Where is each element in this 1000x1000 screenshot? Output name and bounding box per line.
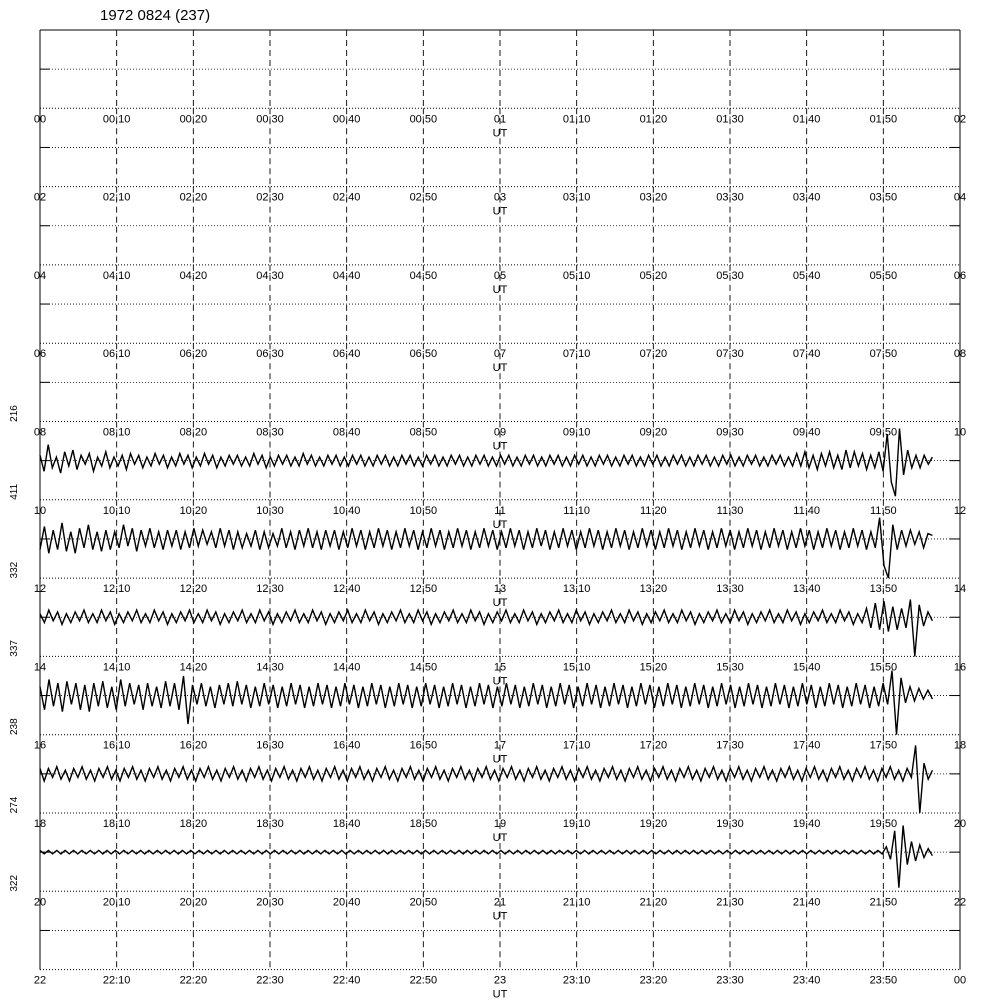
tick-label: 10:30 — [256, 504, 284, 517]
tick-label: 17:10 — [562, 739, 591, 752]
tick-label: 01:40 — [792, 113, 821, 126]
tick-label: 14 — [953, 583, 967, 596]
x-unit-label: UT — [492, 205, 508, 218]
trace-rows — [9, 30, 966, 1000]
row-side-label: 332 — [9, 561, 20, 579]
tick-label: 04:40 — [332, 269, 361, 282]
tick-label: 05 — [493, 269, 507, 282]
tick-label: 15 — [493, 661, 507, 674]
tick-label: 22:40 — [332, 974, 361, 987]
x-unit-label: UT — [492, 518, 508, 531]
tick-label: 09:10 — [562, 426, 591, 439]
tick-label: 21:40 — [792, 896, 821, 909]
tick-label: 19:50 — [869, 818, 898, 830]
tick-label: 15:20 — [639, 661, 668, 674]
tick-label: 02:30 — [256, 191, 284, 204]
tick-label: 09:40 — [792, 426, 821, 439]
tick-label: 00:10 — [102, 113, 131, 126]
x-unit-label: UT — [492, 910, 508, 923]
tick-label: 13:20 — [639, 583, 668, 596]
tick-label: 13 — [493, 583, 507, 596]
seismic-trace — [40, 826, 932, 888]
tick-label: 14:30 — [256, 661, 284, 674]
tick-label: 10 — [33, 504, 47, 517]
tick-label: 13:10 — [562, 583, 591, 596]
row-side-label: 337 — [9, 640, 20, 657]
tick-label: 13:40 — [792, 583, 821, 596]
tick-label: 23:30 — [716, 974, 744, 987]
tick-label: 20:10 — [102, 896, 131, 909]
tick-label: 01 — [493, 113, 507, 126]
row-side-label: 238 — [9, 718, 20, 736]
tick-label: 16:30 — [256, 739, 284, 752]
tick-label: 06:10 — [102, 348, 131, 361]
tick-label: 08:30 — [256, 426, 284, 439]
tick-label: 02:40 — [332, 191, 361, 204]
tick-label: 21 — [493, 896, 507, 909]
tick-label: 23:50 — [869, 974, 898, 987]
tick-label: 05:10 — [562, 269, 591, 282]
tick-label: 11 — [494, 504, 506, 517]
tick-label: 14:50 — [409, 661, 438, 674]
tick-label: 07 — [493, 348, 507, 361]
tick-label: 01:50 — [869, 113, 898, 126]
tick-label: 21:30 — [716, 896, 744, 909]
tick-label: 14:40 — [332, 661, 361, 674]
tick-label: 18:10 — [102, 818, 131, 830]
tick-label: 03:10 — [562, 191, 591, 204]
tick-label: 18 — [953, 739, 967, 752]
tick-label: 14:10 — [102, 661, 131, 674]
tick-label: 04:20 — [179, 269, 208, 282]
row-side-label: 411 — [9, 483, 20, 500]
tick-label: 15:30 — [716, 661, 744, 674]
tick-label: 16:20 — [179, 739, 208, 752]
tick-label: 18:50 — [409, 818, 438, 830]
tick-label: 04 — [953, 191, 967, 204]
tick-label: 23:40 — [792, 974, 821, 987]
tick-label: 17:50 — [869, 739, 898, 752]
tick-label: 01:10 — [562, 113, 591, 126]
seismic-trace — [40, 518, 932, 579]
tick-label: 07:30 — [716, 348, 744, 361]
tick-label: 12:50 — [409, 583, 438, 596]
x-unit-label: UT — [492, 597, 508, 610]
tick-label: 12 — [33, 583, 47, 596]
tick-label: 13:30 — [716, 583, 744, 596]
tick-label: 10:50 — [409, 504, 438, 517]
tick-label: 17:20 — [639, 739, 668, 752]
tick-label: 19 — [493, 818, 507, 830]
tick-label: 03:20 — [639, 191, 668, 204]
tick-label: 06:30 — [256, 348, 284, 361]
tick-label: 03:40 — [792, 191, 821, 204]
tick-label: 03 — [493, 191, 507, 204]
tick-label: 04:10 — [102, 269, 131, 282]
x-unit-label: UT — [492, 753, 508, 766]
tick-label: 12:10 — [102, 583, 131, 596]
tick-label: 16:50 — [409, 739, 438, 752]
tick-label: 22 — [953, 896, 967, 909]
tick-label: 10:10 — [102, 504, 131, 517]
tick-label: 00:20 — [179, 113, 208, 126]
tick-label: 11:50 — [869, 504, 897, 517]
x-unit-label: UT — [492, 127, 508, 140]
tick-label: 16 — [953, 661, 967, 674]
tick-label: 17:30 — [716, 739, 744, 752]
tick-label: 01:20 — [639, 113, 668, 126]
tick-label: 12 — [953, 504, 967, 517]
seismic-trace — [40, 671, 932, 735]
tick-label: 07:40 — [792, 348, 821, 361]
tick-label: 11:20 — [639, 504, 667, 517]
tick-label: 05:20 — [639, 269, 668, 282]
tick-label: 12:20 — [179, 583, 208, 596]
x-unit-label: UT — [492, 675, 508, 688]
tick-label: 19:20 — [639, 818, 668, 830]
tick-label: 08:20 — [179, 426, 208, 439]
tick-label: 22 — [33, 974, 47, 987]
tick-label: 04:50 — [409, 269, 438, 282]
tick-label: 00:30 — [256, 113, 284, 126]
tick-label: 02:20 — [179, 191, 208, 204]
tick-label: 18:40 — [332, 818, 361, 830]
tick-label: 16:40 — [332, 739, 361, 752]
tick-label: 12:30 — [256, 583, 284, 596]
tick-label: 20:20 — [179, 896, 208, 909]
tick-label: 00 — [33, 113, 47, 126]
tick-label: 08:50 — [409, 426, 438, 439]
tick-label: 14:20 — [179, 661, 208, 674]
tick-label: 08 — [953, 348, 967, 361]
x-unit-label: UT — [492, 440, 508, 453]
seismic-trace — [40, 745, 932, 813]
tick-label: 02 — [953, 113, 967, 126]
tick-label: 22:30 — [256, 974, 284, 987]
tick-label: 00:40 — [332, 113, 361, 126]
seismic-trace — [40, 600, 932, 657]
tick-label: 14 — [33, 661, 47, 674]
tick-label: 19:30 — [716, 818, 744, 830]
tick-label: 13:50 — [869, 583, 898, 596]
tick-label: 23:10 — [562, 974, 591, 987]
tick-label: 22:10 — [102, 974, 131, 987]
row-side-label: 216 — [9, 405, 20, 422]
tick-label: 02:10 — [102, 191, 131, 204]
tick-label: 07:10 — [562, 348, 591, 361]
tick-label: 09:50 — [869, 426, 898, 439]
row-side-label: 322 — [9, 874, 20, 892]
tick-label: 20:30 — [256, 896, 284, 909]
x-unit-label: UT — [492, 832, 508, 844]
tick-label: 12:40 — [332, 583, 361, 596]
x-unit-label: UT — [492, 988, 508, 1000]
tick-label: 17 — [493, 739, 507, 752]
tick-label: 08:40 — [332, 426, 361, 439]
tick-label: 16 — [33, 739, 47, 752]
tick-label: 09:30 — [716, 426, 744, 439]
tick-label: 03:30 — [716, 191, 744, 204]
tick-label: 15:50 — [869, 661, 898, 674]
tick-label: 18:30 — [256, 818, 284, 830]
tick-label: 20 — [953, 818, 967, 830]
tick-label: 22:20 — [179, 974, 208, 987]
tick-label: 10 — [953, 426, 967, 439]
tick-label: 17:40 — [792, 739, 821, 752]
tick-label: 10:40 — [332, 504, 361, 517]
tick-label: 05:30 — [716, 269, 744, 282]
tick-label: 23 — [493, 974, 507, 987]
tick-label: 07:50 — [869, 348, 898, 361]
tick-label: 05:50 — [869, 269, 898, 282]
tick-label: 11:30 — [716, 504, 744, 517]
tick-label: 06:20 — [179, 348, 208, 361]
tick-label: 22:50 — [409, 974, 438, 987]
tick-label: 20:50 — [409, 896, 438, 909]
tick-label: 19:10 — [562, 818, 591, 830]
tick-label: 02 — [33, 191, 47, 204]
tick-label: 10:20 — [179, 504, 208, 517]
tick-label: 03:50 — [869, 191, 898, 204]
tick-label: 18:20 — [179, 818, 208, 830]
tick-label: 21:20 — [639, 896, 668, 909]
tick-label: 21:10 — [562, 896, 591, 909]
tick-label: 02:50 — [409, 191, 438, 204]
tick-label: 04:30 — [256, 269, 284, 282]
tick-label: 16:10 — [102, 739, 131, 752]
tick-label: 00:50 — [409, 113, 438, 126]
tick-label: 07:20 — [639, 348, 668, 361]
tick-label: 11:40 — [793, 504, 821, 517]
tick-label: 15:10 — [562, 661, 591, 674]
tick-label: 09 — [493, 426, 507, 439]
tick-label: 05:40 — [792, 269, 821, 282]
tick-label: 19:40 — [792, 818, 821, 830]
tick-label: 06 — [33, 348, 47, 361]
tick-label: 06 — [953, 269, 967, 282]
row-side-label: 274 — [9, 796, 20, 814]
tick-label: 00 — [953, 974, 967, 987]
x-unit-label: UT — [492, 283, 508, 296]
tick-label: 15:40 — [792, 661, 821, 674]
tick-label: 21:50 — [869, 896, 898, 909]
tick-label: 23:20 — [639, 974, 668, 987]
tick-label: 20 — [33, 896, 47, 909]
tick-label: 08:10 — [102, 426, 131, 439]
tick-label: 01:30 — [716, 113, 744, 126]
tick-label: 06:50 — [409, 348, 438, 361]
tick-label: 08 — [33, 426, 47, 439]
tick-label: 06:40 — [332, 348, 361, 361]
x-unit-label: UT — [492, 362, 508, 375]
chart-title: 1972 0824 (237) — [100, 7, 211, 24]
tick-label: 18 — [33, 818, 47, 830]
tick-label: 11:10 — [563, 504, 591, 517]
tick-label: 09:20 — [639, 426, 668, 439]
tick-label: 20:40 — [332, 896, 361, 909]
tick-label: 04 — [33, 269, 47, 282]
